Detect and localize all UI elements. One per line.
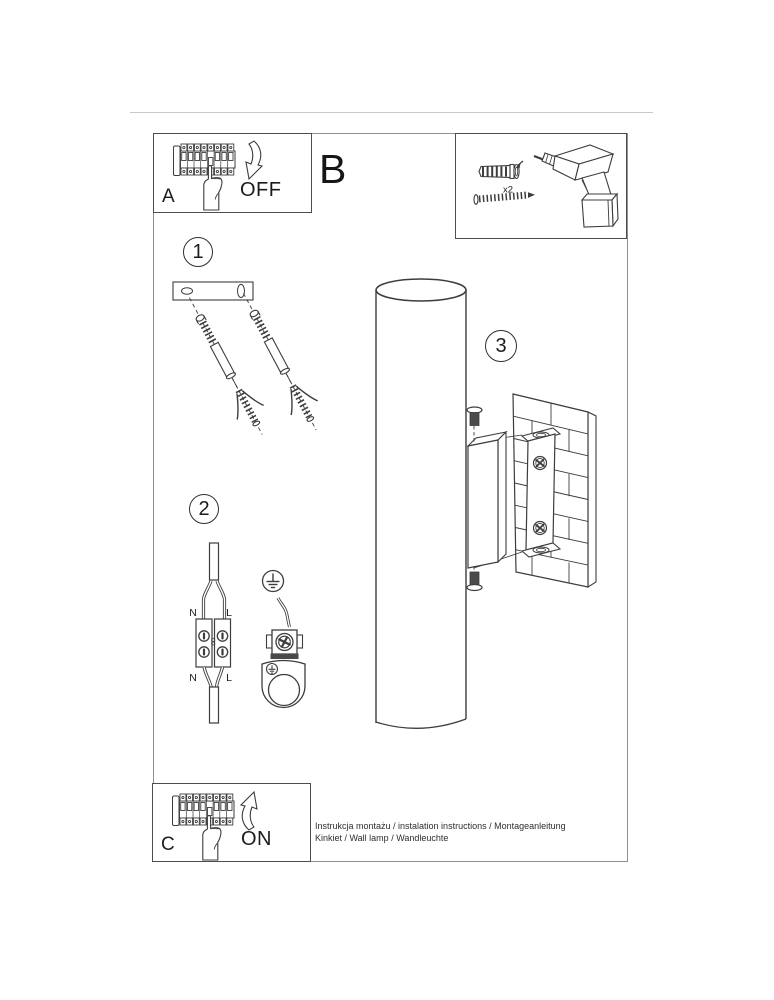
step1-anchors-illustration [165, 275, 325, 445]
step2-wiring-illustration [180, 535, 242, 730]
step2-ground-illustration [255, 560, 317, 715]
breaker-panel-icon [174, 144, 236, 176]
power-off-box [153, 133, 312, 213]
label-live-bottom: L [226, 672, 232, 684]
drill-icon [534, 145, 618, 227]
page-divider-rule [130, 112, 653, 113]
power-on-box [152, 783, 311, 862]
curved-arrow-up-icon [241, 792, 257, 830]
cable-top [210, 543, 219, 580]
wall-plug-icon [479, 161, 523, 179]
terminal-block [196, 619, 231, 667]
step-1-number: 1 [192, 240, 204, 263]
parts-quantity-label: x2 [502, 184, 514, 196]
off-label: OFF [240, 179, 282, 201]
lamp-tube [376, 279, 466, 728]
on-label: ON [241, 828, 272, 850]
curved-arrow-down-icon [246, 141, 262, 179]
fixing-screw-bottom [467, 566, 482, 591]
box-c-label: C [161, 834, 175, 855]
label-live-top: L [226, 607, 232, 619]
step-2-badge [189, 494, 219, 524]
step-3-number: 3 [495, 334, 507, 357]
breaker-panel-icon [173, 794, 235, 826]
cable-bottom [210, 687, 219, 723]
breaker-on-illustration [153, 784, 310, 861]
wires-top [204, 581, 225, 619]
mounting-plate [173, 282, 253, 300]
lamp-bracket-plate [262, 661, 305, 708]
step-2-number: 2 [198, 497, 210, 520]
parts-box [455, 133, 627, 239]
lamp-back-plate [468, 432, 506, 568]
caption-line-2: Kinkiet / Wall lamp / Wandleuchte [315, 833, 449, 844]
screw-anchor-assembly-right [230, 286, 325, 437]
screw-anchor-assembly-left [176, 291, 275, 442]
caption [315, 820, 566, 845]
earth-symbol-icon [263, 571, 284, 592]
step-3-badge [485, 330, 517, 362]
wires-bottom [204, 667, 223, 688]
label-neutral-bottom: N [189, 672, 197, 684]
ground-wire [278, 598, 290, 627]
section-b-label: B [319, 146, 347, 192]
breaker-off-illustration [154, 134, 311, 212]
parts-illustration [456, 134, 626, 238]
caption-line-1: Instrukcja montażu / instalation instructions / Montageanleitung [315, 821, 566, 831]
ground-terminal [267, 630, 303, 659]
box-a-label: A [162, 186, 175, 207]
step-1-badge [183, 237, 213, 267]
label-neutral-top: N [189, 607, 197, 619]
